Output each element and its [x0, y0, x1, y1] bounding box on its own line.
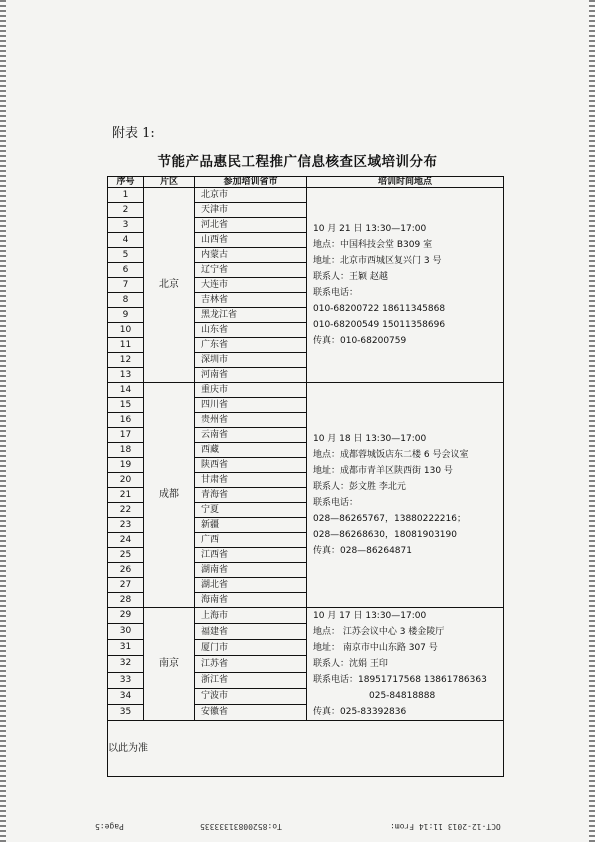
row-number: 21 — [108, 488, 144, 503]
row-number: 29 — [108, 608, 144, 624]
province-name: 四川省 — [201, 400, 229, 410]
training-info-line: 联系电话：18951717568 13861786363 — [313, 675, 487, 685]
table-row — [108, 188, 504, 203]
province-cell — [195, 188, 307, 203]
training-info-line: 传真：028—86264871 — [313, 546, 412, 556]
province-cell — [195, 624, 307, 640]
region-cell: 成都 — [144, 383, 195, 608]
province-name: 青海省 — [201, 490, 229, 500]
province-cell — [195, 593, 307, 608]
region-cell: 北京 — [144, 188, 195, 383]
province-cell — [195, 578, 307, 593]
province-name: 江苏省 — [201, 658, 229, 669]
province-cell — [195, 563, 307, 578]
row-number: 31 — [108, 640, 144, 656]
province-name: 山西省 — [201, 235, 229, 245]
row-number: 27 — [108, 578, 144, 593]
row-number: 7 — [108, 278, 144, 293]
training-info-line: 10 月 18 日 13:30—17:00 — [313, 434, 427, 444]
training-info-line: 010-68200722 18611345868 — [313, 304, 446, 314]
province-name: 陕西省 — [201, 460, 229, 470]
province-name: 广东省 — [201, 340, 229, 350]
table-footer-row — [108, 721, 504, 777]
province-name: 内蒙古 — [201, 250, 229, 260]
province-name: 吉林省 — [201, 295, 229, 305]
province-cell — [195, 640, 307, 656]
province-name: 宁波市 — [201, 691, 229, 702]
row-number: 32 — [108, 656, 144, 672]
training-info-line: 地址： 南京市中山东路 307 号 — [313, 643, 438, 653]
row-number: 25 — [108, 548, 144, 563]
header-provinces: 参加培训省市 — [195, 177, 307, 188]
row-number: 34 — [108, 688, 144, 704]
training-info-line: 联系电话： — [313, 288, 359, 298]
province-cell — [195, 248, 307, 263]
training-schedule-table — [107, 176, 504, 777]
province-cell — [195, 233, 307, 248]
province-name: 广西 — [201, 535, 220, 545]
table-header-row — [108, 177, 504, 188]
province-cell — [195, 443, 307, 458]
row-number: 16 — [108, 413, 144, 428]
footer-note: 以此为准 — [108, 721, 504, 777]
training-info-line: 028—86268630，18081903190 — [313, 530, 457, 540]
header-time-location: 培训时间地点 — [307, 177, 504, 188]
row-number: 20 — [108, 473, 144, 488]
header-region: 片区 — [144, 177, 195, 188]
province-name: 贵州省 — [201, 415, 229, 425]
province-name: 大连市 — [201, 280, 229, 290]
row-number: 15 — [108, 398, 144, 413]
row-number: 11 — [108, 338, 144, 353]
row-number: 5 — [108, 248, 144, 263]
row-number: 10 — [108, 323, 144, 338]
row-number: 14 — [108, 383, 144, 398]
row-number: 18 — [108, 443, 144, 458]
row-number: 28 — [108, 593, 144, 608]
row-number: 8 — [108, 293, 144, 308]
province-cell — [195, 368, 307, 383]
training-info-line: 联系人：王颖 赵越 — [313, 272, 388, 282]
province-cell — [195, 323, 307, 338]
province-cell — [195, 338, 307, 353]
province-name: 河南省 — [201, 370, 229, 380]
fax-recipient: To:85200831333335 — [200, 822, 282, 831]
province-cell — [195, 293, 307, 308]
row-number: 17 — [108, 428, 144, 443]
province-cell — [195, 533, 307, 548]
training-info-line: 028—86265767，13880222216； — [313, 514, 466, 524]
training-info-line: 地点：成都蓉城饭店东二楼 6 号会议室 — [313, 450, 469, 460]
province-name: 福建省 — [201, 626, 229, 637]
training-info-line: 地址：北京市西城区复兴门 3 号 — [313, 256, 442, 266]
training-info-cell — [307, 608, 504, 721]
row-number: 23 — [108, 518, 144, 533]
training-info-line: 地点： 江苏会议中心 3 楼金陵厅 — [313, 627, 445, 637]
province-name: 厦门市 — [201, 642, 229, 653]
province-name: 新疆 — [201, 520, 220, 530]
province-cell — [195, 672, 307, 688]
table-row — [108, 608, 504, 624]
training-info-cell — [307, 188, 504, 383]
province-cell — [195, 353, 307, 368]
training-info-line: 10 月 17 日 13:30—17:00 — [313, 611, 427, 621]
province-cell — [195, 218, 307, 233]
fax-scan-edge-left — [0, 0, 6, 842]
row-number: 26 — [108, 563, 144, 578]
province-name: 浙江省 — [201, 675, 229, 686]
province-name: 云南省 — [201, 430, 229, 440]
training-info-line: 地点：中国科技会堂 B309 室 — [313, 240, 433, 250]
training-info-line: 025-84818888 — [369, 691, 436, 701]
province-name: 辽宁省 — [201, 265, 229, 275]
province-cell — [195, 398, 307, 413]
province-cell — [195, 308, 307, 323]
province-cell — [195, 473, 307, 488]
province-cell — [195, 518, 307, 533]
province-name: 山东省 — [201, 325, 229, 335]
row-number: 1 — [108, 188, 144, 203]
province-name: 重庆市 — [201, 385, 229, 395]
province-cell — [195, 278, 307, 293]
province-name: 江西省 — [201, 550, 229, 560]
training-info-line: 传真：025-83392836 — [313, 707, 407, 717]
row-number: 35 — [108, 704, 144, 720]
attachment-label: 附表 1: — [112, 126, 155, 141]
province-name: 河北省 — [201, 220, 229, 230]
fax-timestamp: OCT-12-2013 11:14 From: — [390, 822, 501, 831]
row-number: 19 — [108, 458, 144, 473]
row-number: 13 — [108, 368, 144, 383]
province-cell — [195, 413, 307, 428]
province-cell — [195, 428, 307, 443]
row-number: 2 — [108, 203, 144, 218]
province-cell — [195, 704, 307, 720]
province-cell — [195, 488, 307, 503]
training-info-cell — [307, 383, 504, 608]
row-number: 33 — [108, 672, 144, 688]
fax-page-number: Page:5 — [95, 822, 124, 831]
fax-transmission-footer — [0, 822, 595, 836]
province-name: 深圳市 — [201, 355, 229, 365]
training-info-line: 10 月 21 日 13:30—17:00 — [313, 224, 427, 234]
fax-scan-edge-right — [589, 0, 595, 842]
training-info-line: 联系人：彭文胜 李北元 — [313, 482, 406, 492]
province-cell — [195, 656, 307, 672]
province-name: 海南省 — [201, 595, 229, 605]
province-name: 黑龙江省 — [201, 310, 238, 320]
training-info-line: 传真：010-68200759 — [313, 336, 407, 346]
row-number: 6 — [108, 263, 144, 278]
row-number: 3 — [108, 218, 144, 233]
province-name: 西藏 — [201, 445, 220, 455]
province-name: 甘肃省 — [201, 475, 229, 485]
training-info-line: 联系人：沈娟 王印 — [313, 659, 388, 669]
region-cell: 南京 — [144, 608, 195, 721]
table-body — [108, 188, 504, 721]
row-number: 30 — [108, 624, 144, 640]
province-name: 天津市 — [201, 205, 229, 215]
province-cell — [195, 458, 307, 473]
province-cell — [195, 383, 307, 398]
province-name: 上海市 — [201, 610, 229, 621]
province-name: 湖北省 — [201, 580, 229, 590]
province-cell — [195, 203, 307, 218]
row-number: 9 — [108, 308, 144, 323]
province-cell — [195, 548, 307, 563]
province-cell — [195, 503, 307, 518]
header-number: 序号 — [108, 177, 144, 188]
province-cell — [195, 688, 307, 704]
table-row — [108, 383, 504, 398]
province-cell — [195, 608, 307, 624]
training-info-line: 联系电话： — [313, 498, 359, 508]
row-number: 4 — [108, 233, 144, 248]
document-title: 节能产品惠民工程推广信息核查区域培训分布 — [157, 154, 438, 170]
province-name: 宁夏 — [201, 505, 220, 515]
province-cell — [195, 263, 307, 278]
training-info-line: 地址：成都市青羊区陕西街 130 号 — [313, 466, 453, 476]
province-name: 安徽省 — [201, 707, 229, 718]
row-number: 12 — [108, 353, 144, 368]
province-name: 湖南省 — [201, 565, 229, 575]
training-info-line: 010-68200549 15011358696 — [313, 320, 446, 330]
row-number: 22 — [108, 503, 144, 518]
province-name: 北京市 — [201, 190, 229, 200]
row-number: 24 — [108, 533, 144, 548]
